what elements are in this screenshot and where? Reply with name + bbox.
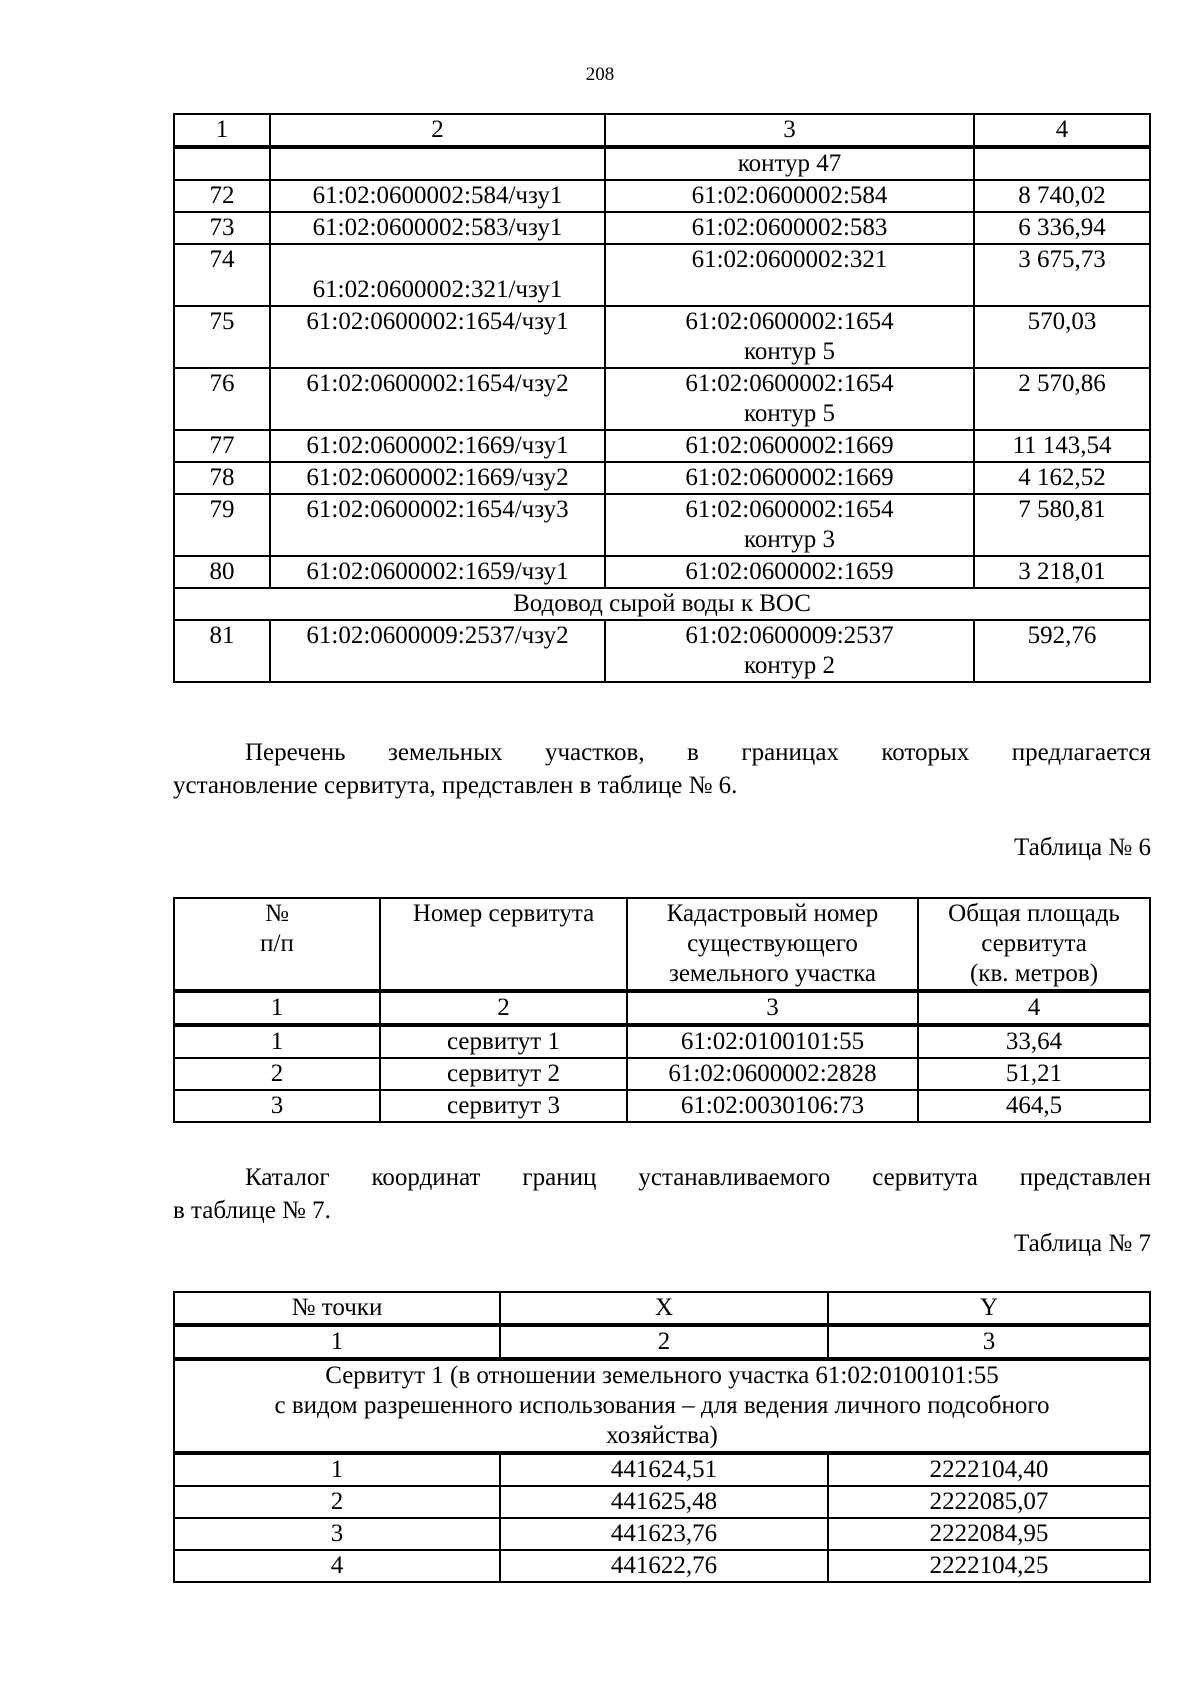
section-title: Сервитут 1 (в отношении земельного участка 61:02:0100101:55 с видом разрешенного использования – для ведения личного подсобного хозяйства) [174, 1359, 1150, 1453]
contour-label: контур 3 [743, 526, 836, 553]
header-y: Y [828, 1292, 1150, 1325]
column-number: 2 [380, 991, 627, 1025]
cadastral-number: 61:02:0600002:2828 [627, 1058, 918, 1090]
area: 3 675,73 [974, 244, 1150, 306]
area: 33,64 [918, 1025, 1150, 1058]
table-header-row [174, 898, 1150, 991]
part-number: 61:02:0600002:583/чзу1 [270, 212, 605, 244]
table-row [174, 430, 1150, 462]
table-row [174, 244, 1150, 306]
table-row [174, 1486, 1150, 1518]
point-number: 3 [174, 1518, 500, 1550]
area: 2 570,86 [974, 368, 1150, 430]
cadastral-number: 61:02:0600002:1659 [605, 556, 974, 588]
header-area: Общая площадь сервитута (кв. метров) [918, 898, 1150, 991]
column-number: 3 [627, 991, 918, 1025]
row-number: 77 [174, 430, 270, 462]
paragraph-servitude-list: Перечень земельных участков, в границах которых предлагается установление сервитута, представлен в таблице № 6. [173, 739, 1151, 799]
coordinates-table [173, 1291, 1151, 1583]
area: 11 143,54 [974, 430, 1150, 462]
y-coordinate: 2222085,07 [828, 1486, 1150, 1518]
area: 4 162,52 [974, 462, 1150, 494]
row-number: 81 [174, 620, 270, 682]
header-point: № точки [174, 1292, 500, 1325]
area: 3 218,01 [974, 556, 1150, 588]
area: 8 740,02 [974, 180, 1150, 212]
servitude-name: сервитут 1 [380, 1025, 627, 1058]
point-number: 1 [174, 1453, 500, 1486]
paragraph-coordinates-catalog: Каталог координат границ устанавливаемого сервитута представлен в таблице № 7. [173, 1164, 1151, 1224]
x-coordinate: 441622,76 [500, 1550, 828, 1582]
header-x: X [500, 1292, 828, 1325]
cadastral-number: контур 47 [605, 147, 974, 180]
row-number: 79 [174, 494, 270, 556]
header-servitude-number: Номер сервитута [380, 898, 627, 991]
column-number: 3 [828, 1325, 1150, 1359]
header-cell: 3 [605, 114, 974, 147]
table-header-row [174, 1292, 1150, 1325]
point-number: 4 [174, 1550, 500, 1582]
area: 592,76 [974, 620, 1150, 682]
part-number: 61:02:0600002:1669/чзу2 [270, 462, 605, 494]
table-row [174, 462, 1150, 494]
section-row [174, 588, 1150, 620]
x-coordinate: 441623,76 [500, 1518, 828, 1550]
table-row [174, 1090, 1150, 1122]
cadastral-number: 61:02:0600002:1654 контур 5 [605, 306, 974, 368]
cadastral-number: 61:02:0600002:1654 контур 5 [605, 368, 974, 430]
cadastral-number: 61:02:0100101:55 [627, 1025, 918, 1058]
part-number: 61:02:0600002:1654/чзу3 [270, 494, 605, 556]
row-number: 3 [174, 1090, 380, 1122]
contour-label: контур 2 [743, 652, 836, 679]
point-number: 2 [174, 1486, 500, 1518]
row-number: 2 [174, 1058, 380, 1090]
column-number: 4 [918, 991, 1150, 1025]
area: 7 580,81 [974, 494, 1150, 556]
cadastral-number: 61:02:0030106:73 [627, 1090, 918, 1122]
area [974, 147, 1150, 180]
column-numbers-row [174, 991, 1150, 1025]
header-number: № п/п [174, 898, 380, 991]
header-cell: 2 [270, 114, 605, 147]
table-row [174, 1550, 1150, 1582]
row-number: 1 [174, 1025, 380, 1058]
table-row [174, 1518, 1150, 1550]
table-6-caption: Таблица № 6 [1013, 834, 1151, 861]
area: 6 336,94 [974, 212, 1150, 244]
x-coordinate: 441624,51 [500, 1453, 828, 1486]
column-number: 2 [500, 1325, 828, 1359]
table-row [174, 494, 1150, 556]
section-title: Водовод сырой воды к ВОС [174, 588, 1150, 620]
header-cell: 1 [174, 114, 270, 147]
part-number: 61:02:0600002:584/чзу1 [270, 180, 605, 212]
table-row [174, 1025, 1150, 1058]
row-number: 74 [174, 244, 270, 306]
cadastral-number: 61:02:0600002:1669 [605, 462, 974, 494]
part-number: 61:02:0600009:2537/чзу2 [270, 620, 605, 682]
table-header-row [174, 114, 1150, 147]
part-number: 61:02:0600002:1654/чзу2 [270, 368, 605, 430]
row-number: 76 [174, 368, 270, 430]
servitudes-table [173, 897, 1151, 1123]
cadastral-number: 61:02:0600002:1654 контур 3 [605, 494, 974, 556]
column-number: 1 [174, 991, 380, 1025]
cadastral-number: 61:02:0600002:1669 [605, 430, 974, 462]
page-number: 208 [585, 64, 615, 85]
table-row [174, 1453, 1150, 1486]
area: 570,03 [974, 306, 1150, 368]
contour-label: контур 5 [743, 338, 836, 365]
row-number: 72 [174, 180, 270, 212]
section-row [174, 1359, 1150, 1453]
table-7-caption: Таблица № 7 [1013, 1230, 1151, 1257]
part-number: 61:02:0600002:1669/чзу1 [270, 430, 605, 462]
cadastral-number: 61:02:0600002:321 [605, 244, 974, 306]
column-number: 1 [174, 1325, 500, 1359]
table-row [174, 620, 1150, 682]
header-cell: 4 [974, 114, 1150, 147]
cadastral-number: 61:02:0600002:584 [605, 180, 974, 212]
y-coordinate: 2222104,25 [828, 1550, 1150, 1582]
servitude-name: сервитут 2 [380, 1058, 627, 1090]
servitude-name: сервитут 3 [380, 1090, 627, 1122]
table-row [174, 1058, 1150, 1090]
header-cadastral: Кадастровый номер существующего земельного участка [627, 898, 918, 991]
y-coordinate: 2222084,95 [828, 1518, 1150, 1550]
row-number: 75 [174, 306, 270, 368]
column-numbers-row [174, 1325, 1150, 1359]
contour-label: контур 5 [743, 400, 836, 427]
table-row [174, 180, 1150, 212]
row-number: 78 [174, 462, 270, 494]
table-row [174, 368, 1150, 430]
part-number: 61:02:0600002:1659/чзу1 [270, 556, 605, 588]
cadastral-number: 61:02:0600009:2537 контур 2 [605, 620, 974, 682]
table-row [174, 556, 1150, 588]
parcels-table [173, 113, 1151, 683]
cadastral-number: 61:02:0600002:583 [605, 212, 974, 244]
x-coordinate: 441625,48 [500, 1486, 828, 1518]
table-row [174, 147, 1150, 180]
row-number: 73 [174, 212, 270, 244]
row-number [174, 147, 270, 180]
area: 464,5 [918, 1090, 1150, 1122]
part-number: 61:02:0600002:1654/чзу1 [270, 306, 605, 368]
part-number [270, 147, 605, 180]
y-coordinate: 2222104,40 [828, 1453, 1150, 1486]
area: 51,21 [918, 1058, 1150, 1090]
row-number: 80 [174, 556, 270, 588]
part-number: 61:02:0600002:321/чзу1 [270, 244, 605, 306]
table-row [174, 212, 1150, 244]
table-row [174, 306, 1150, 368]
